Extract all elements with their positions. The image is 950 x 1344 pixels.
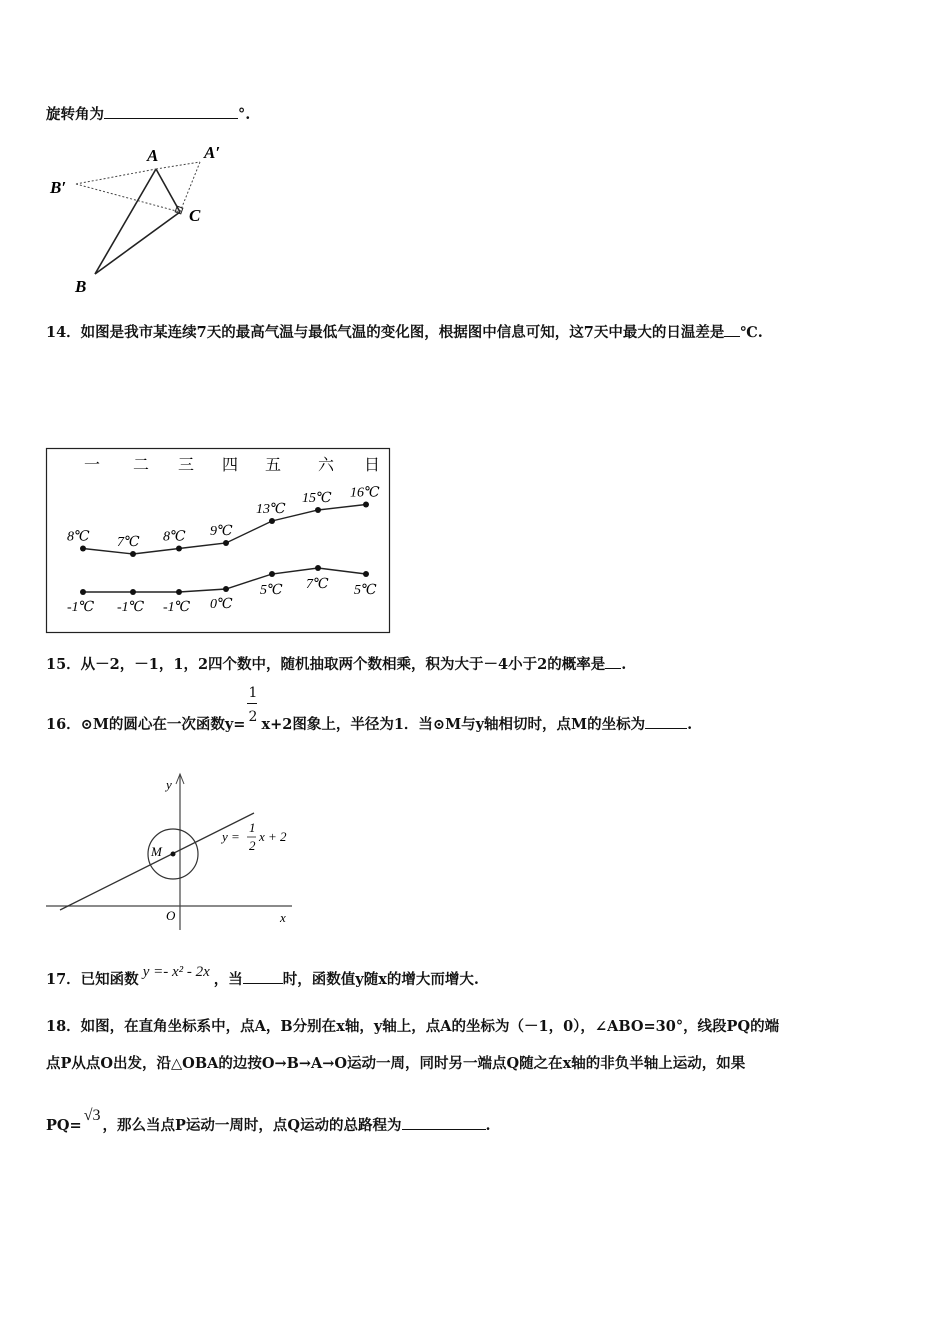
point-M-label: M: [151, 844, 162, 859]
sqrt-three: √3: [83, 1107, 101, 1124]
q15-line: [46, 653, 626, 674]
data-label: 8℃: [67, 529, 90, 545]
q16-mid: x+2图象上，半径为1．当⊙M与y轴相切时，点M的坐标为: [261, 716, 646, 733]
q17-mid: ，当: [213, 971, 243, 988]
data-point: [130, 551, 136, 557]
q17-formula: y =- x² - 2x: [142, 964, 210, 980]
answer-blank[interactable]: [243, 969, 283, 984]
label-B: B: [75, 277, 87, 296]
q18-line1: 18．如图，在直角坐标系中，点A，B分别在x轴，y轴上，点A的坐标为（－1，0），∠ABO=30°，线段PQ的端: [46, 1018, 780, 1035]
q17-prefix: 17．已知函数: [46, 971, 139, 988]
q14-text: 14．如图是我市某连续7天的最高气温与最低气温的变化图，根据图中信息可知，这7天中最大的日温差是: [46, 324, 725, 341]
data-label: -1℃: [67, 600, 95, 615]
answer-blank[interactable]: [645, 714, 687, 729]
q15-suffix: .: [621, 656, 627, 673]
answer-blank[interactable]: [402, 1115, 486, 1130]
data-label: 9℃: [210, 524, 233, 539]
data-label: 5℃: [260, 583, 283, 598]
data-label: 8℃: [163, 529, 186, 545]
x-axis-label: x: [280, 910, 286, 925]
q13-suffix: °.: [238, 106, 251, 123]
data-label: 7℃: [117, 535, 140, 550]
data-point: [223, 540, 229, 546]
data-point: [176, 546, 182, 552]
data-label: -1℃: [117, 600, 145, 615]
answer-blank[interactable]: [605, 654, 621, 669]
data-point: [269, 518, 275, 524]
data-point: [315, 565, 321, 571]
equation-den: 2: [249, 838, 256, 853]
equation-rest: x + 2: [259, 829, 287, 844]
data-label: 0℃: [210, 597, 233, 612]
label-A: A: [147, 146, 159, 165]
category-label: 日: [364, 455, 381, 474]
label-A-prime: A′: [204, 143, 221, 162]
data-label: 5℃: [354, 583, 377, 598]
answer-blank[interactable]: [104, 104, 238, 119]
equation-y-eq: y =: [222, 829, 240, 844]
y-axis-label: y: [166, 777, 172, 792]
data-point: [80, 546, 86, 552]
q18-pq: PQ=: [46, 1117, 82, 1134]
q16-suffix: .: [687, 716, 693, 733]
q13-prefix: 旋转角为: [46, 106, 104, 123]
data-point: [363, 571, 369, 577]
q16-prefix: 16．⊙M的圆心在一次函数y=: [46, 716, 246, 733]
circle-line-figure: [46, 770, 298, 930]
origin-label: O: [166, 908, 176, 923]
label-B-prime: B′: [50, 178, 67, 197]
q13-line: [46, 103, 250, 124]
data-point: [176, 589, 182, 595]
q14-suffix: ℃.: [740, 324, 763, 341]
data-point: [130, 589, 136, 595]
data-label: 15℃: [302, 491, 332, 506]
data-label: -1℃: [163, 600, 191, 615]
rotation-figure: [40, 138, 240, 298]
q18-line3: [46, 1107, 491, 1135]
category-label: 六: [318, 455, 335, 474]
data-point: [363, 502, 369, 508]
category-label: 五: [265, 455, 282, 474]
temperature-chart: [46, 448, 391, 634]
data-point: [315, 507, 321, 513]
category-label: 三: [178, 455, 195, 474]
q14-line: [46, 321, 763, 342]
fraction-one-half: $\frac{1}{2}$: [248, 685, 258, 725]
category-label: 一: [84, 455, 101, 474]
q15-text: 15．从－2，－1，1，2四个数中，随机抽取两个数相乘，积为大于－4小于2的概率是: [46, 656, 606, 673]
q16-line: [46, 685, 693, 734]
data-label: 13℃: [256, 502, 286, 517]
q17-suffix: 时，函数值y随x的增大而增大.: [282, 971, 479, 988]
q17-line: [46, 964, 479, 989]
q18-line2: 点P从点O出发，沿△OBA的边按O→B→A→O运动一周，同时另一端点Q随之在x轴的非负半轴上运动，如果: [46, 1055, 746, 1072]
data-label: 16℃: [350, 485, 380, 501]
equation-num: 1: [249, 820, 256, 835]
data-label: 7℃: [306, 577, 329, 592]
q18-line3-text: ，那么当点P运动一周时，点Q运动的总路程为: [102, 1117, 402, 1134]
data-point: [269, 571, 275, 577]
answer-blank[interactable]: [724, 322, 740, 337]
data-point: [80, 589, 86, 595]
data-point: [223, 586, 229, 592]
category-label: 四: [222, 455, 239, 474]
category-label: 二: [133, 455, 150, 474]
label-C: C: [189, 206, 201, 225]
q18-suffix: .: [485, 1117, 491, 1134]
